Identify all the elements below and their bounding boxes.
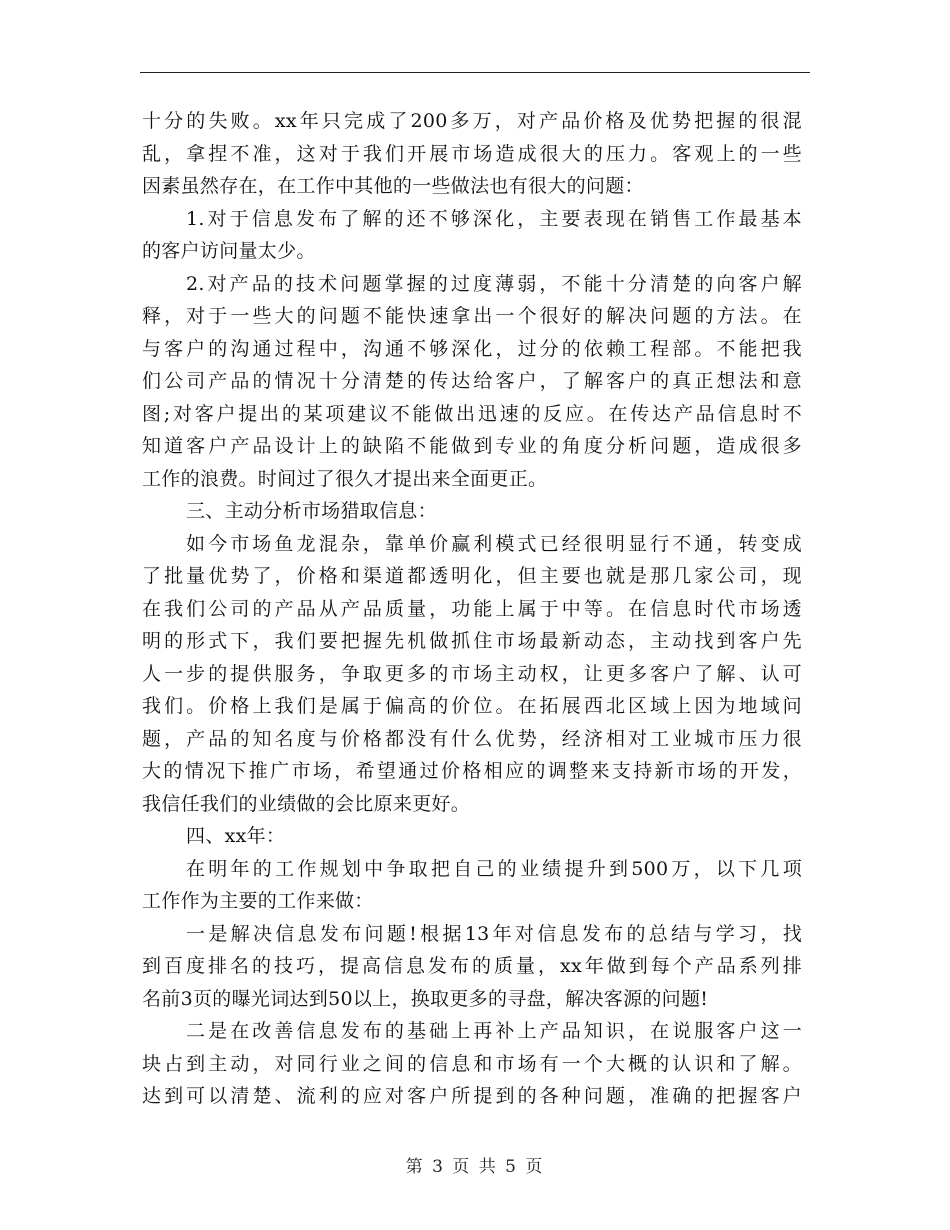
text-line: 释，对于一些大的问题不能快速拿出一个很好的解决问题的方法。在	[142, 305, 802, 327]
text-line: 与客户的沟通过程中，沟通不够深化，过分的依赖工程部。不能把我	[142, 337, 802, 360]
text-line: 十分的失败。xx年只完成了200多万，对产品价格及优势把握的很混	[142, 110, 802, 132]
text-line: 一是解决信息发布问题!根据13年对信息发布的总结与学习，找	[186, 922, 802, 945]
text-line: 们公司产品的情况十分清楚的传达给客户，了解客户的真正想法和意	[142, 370, 802, 392]
text-line: 名前3页的曝光词达到50以上，换取更多的寻盘，解决客源的问题!	[142, 987, 709, 1010]
text-line: 二是在改善信息发布的基础上再补上产品知识，在说服客户这一	[186, 1020, 802, 1042]
text-line: 到百度排名的技巧，提高信息发布的质量，xx年做到每个产品系列排	[142, 955, 802, 977]
text-line: 因素虽然存在，在工作中其他的一些做法也有很大的问题：	[142, 175, 644, 197]
text-line: 题，产品的知名度与价格都没有什么优势，经济相对工业城市压力很	[142, 727, 802, 750]
text-line: 了批量优势了，价格和渠道都透明化，但主要也就是那几家公司，现	[142, 565, 802, 587]
text-line: 三、主动分析市场猎取信息：	[186, 500, 437, 522]
text-line: 在明年的工作规划中争取把自己的业绩提升到500万，以下几项	[186, 857, 802, 880]
text-line: 我们。价格上我们是属于偏高的价位。在拓展西北区域上因为地域问	[142, 695, 802, 717]
text-line: 块占到主动，对同行业之间的信息和市场有一个大概的认识和了解。	[142, 1052, 802, 1075]
text-line: 的客户访问量太少。	[142, 240, 316, 262]
text-line: 明的形式下，我们要把握先机做抓住市场最新动态，主动找到客户先	[142, 630, 802, 652]
text-line: 乱，拿捏不准，这对于我们开展市场造成很大的压力。客观上的一些	[142, 142, 802, 165]
text-line: 人一步的提供服务，争取更多的市场主动权，让更多客户了解、认可	[142, 662, 802, 685]
document-body	[142, 105, 802, 1113]
text-line: 工作作为主要的工作来做：	[142, 890, 374, 912]
text-line: 图;对客户提出的某项建议不能做出迅速的反应。在传达产品信息时不	[142, 402, 802, 425]
page-number: 第 3 页 共 5 页	[405, 1157, 545, 1177]
text-line: 知道客户产品设计上的缺陷不能做到专业的角度分析问题，造成很多	[142, 435, 802, 457]
text-line: 如今市场鱼龙混杂，靠单价赢利模式已经很明显行不通，转变成	[186, 532, 802, 555]
text-line: 四、xx年：	[186, 825, 286, 847]
text-line: 1.对于信息发布了解的还不够深化，主要表现在销售工作最基本	[186, 207, 802, 230]
header-rule	[140, 72, 810, 73]
text-line: 我信任我们的业绩做的会比原来更好。	[142, 792, 471, 815]
text-line: 在我们公司的产品从产品质量，功能上属于中等。在信息时代市场透	[142, 597, 802, 620]
text-line: 工作的浪费。时间过了很久才提出来全面更正。	[142, 467, 548, 490]
text-line: 2.对产品的技术问题掌握的过度薄弱，不能十分清楚的向客户解	[186, 272, 802, 295]
text-line: 大的情况下推广市场，希望通过价格相应的调整来支持新市场的开发，	[142, 760, 802, 782]
text-line: 达到可以清楚、流利的应对客户所提到的各种问题，准确的把握客户	[142, 1085, 802, 1107]
